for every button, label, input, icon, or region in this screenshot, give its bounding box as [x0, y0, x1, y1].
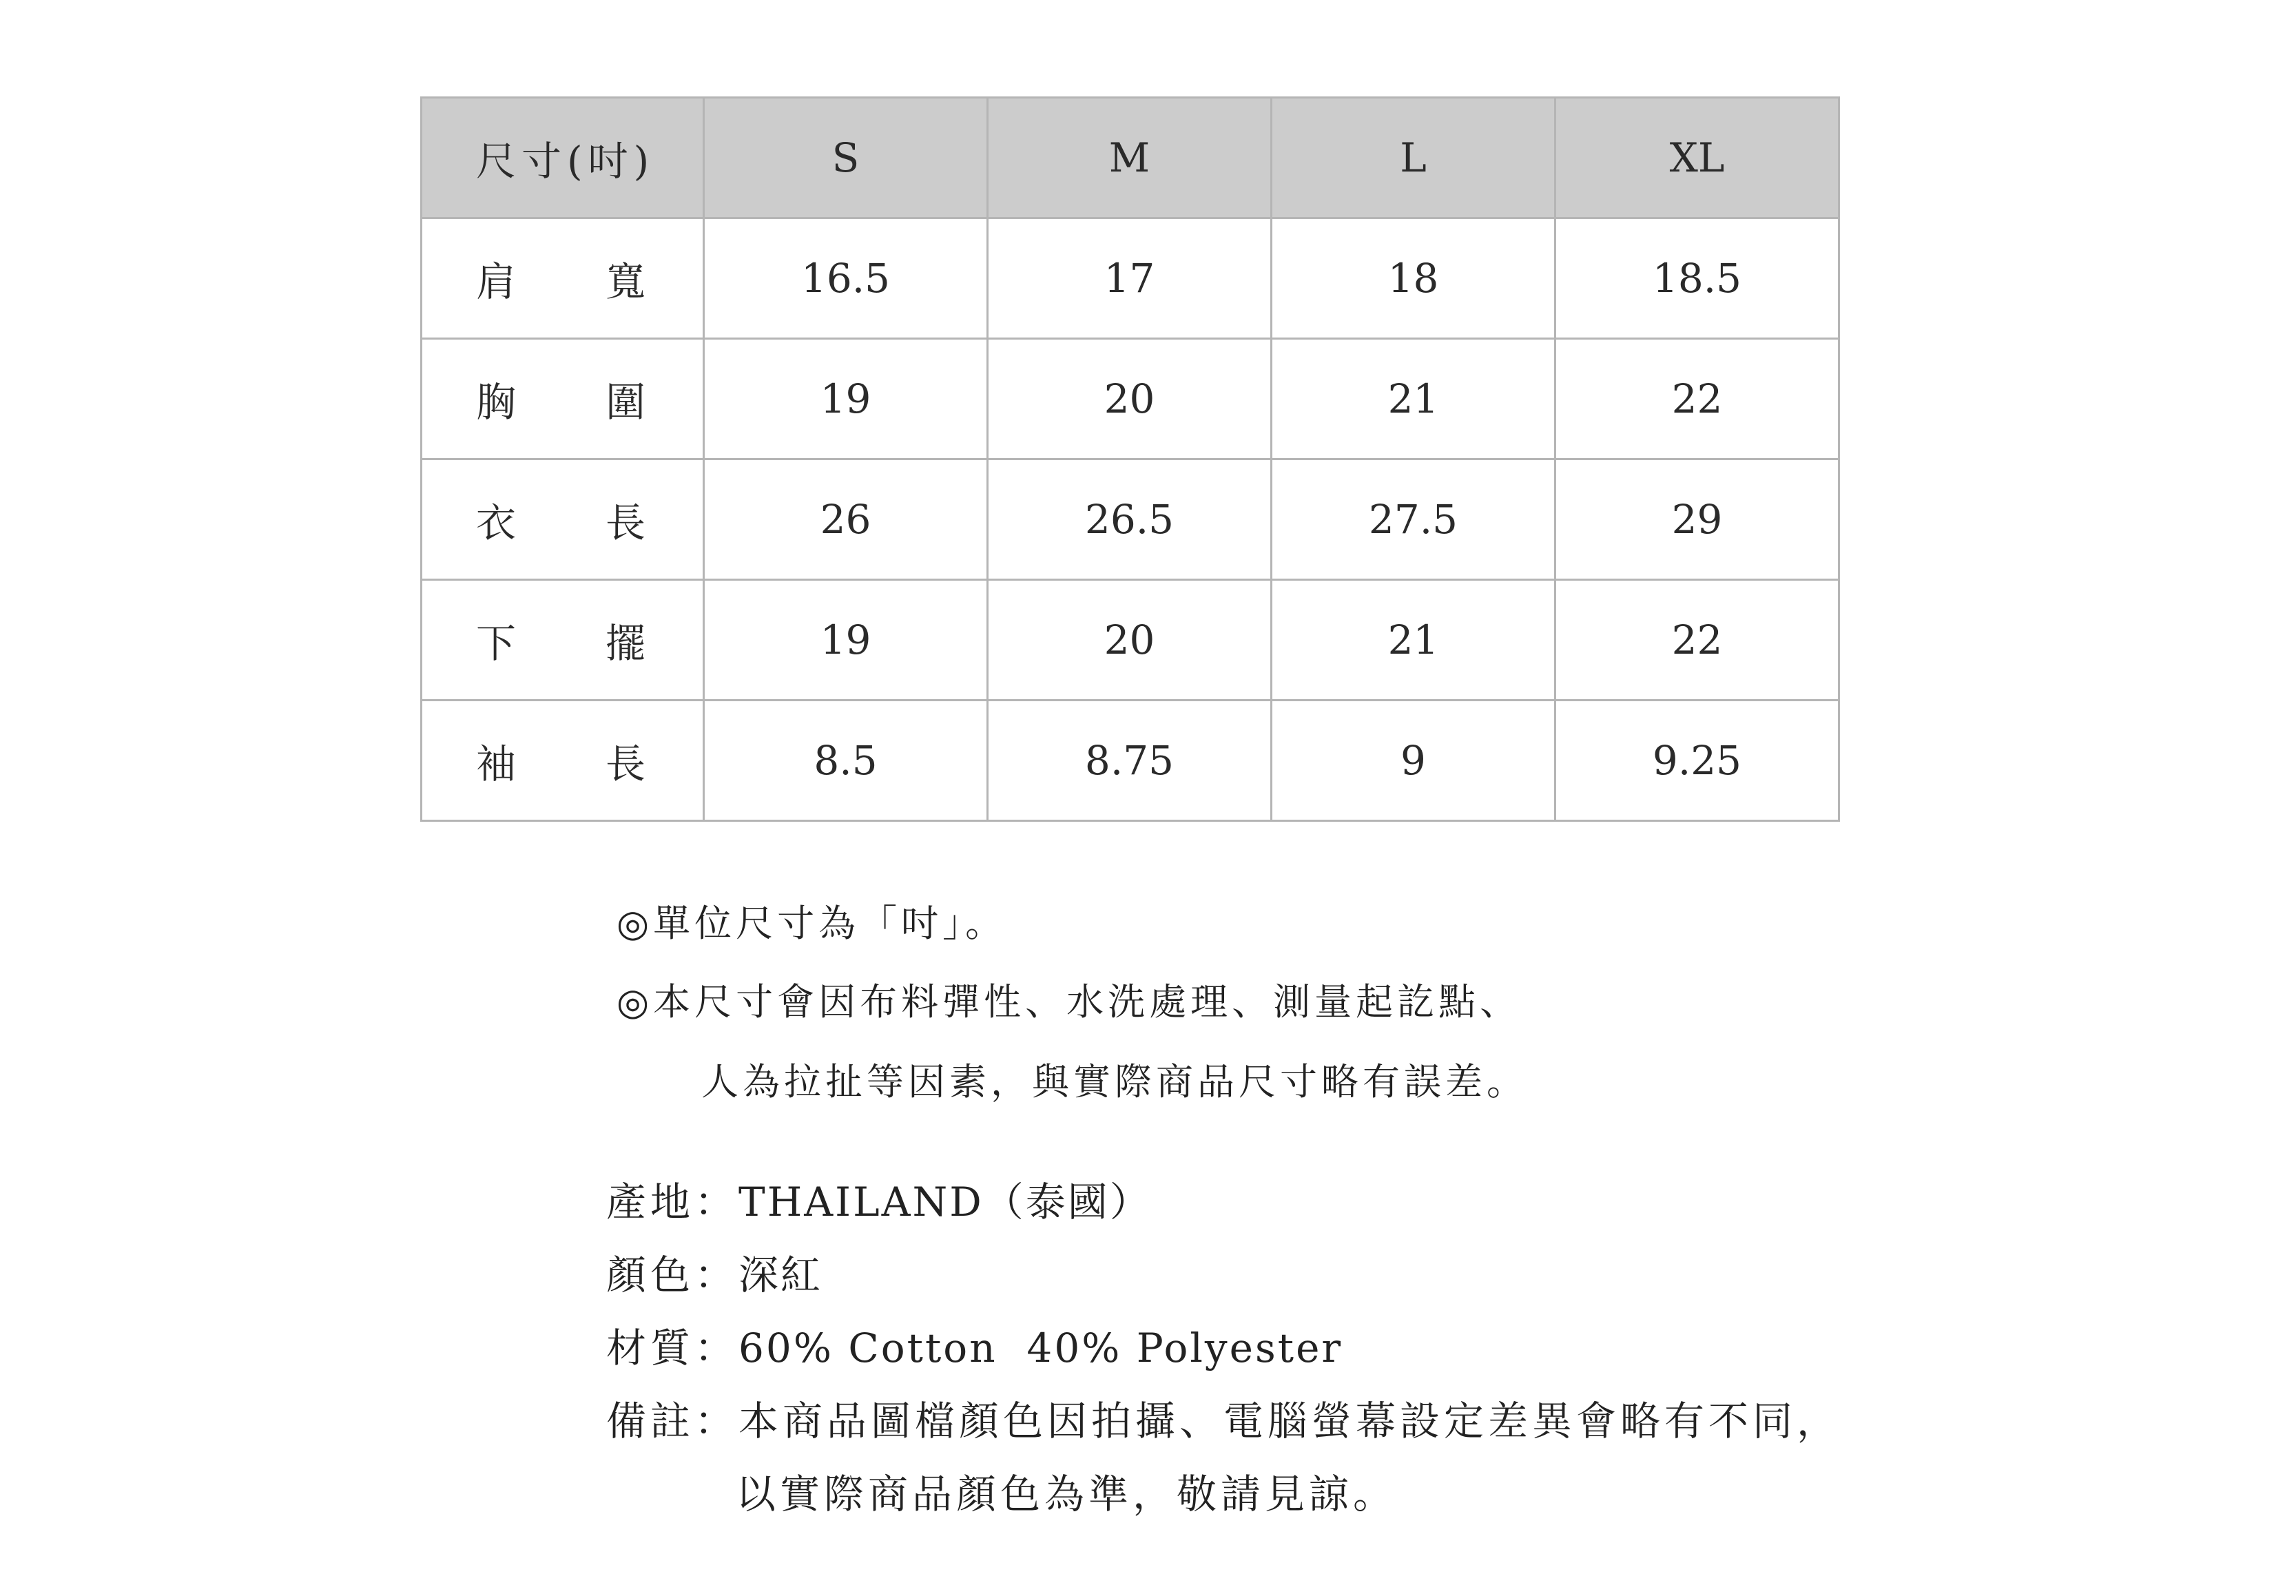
origin-value: THAILAND（泰國） — [738, 1179, 1152, 1225]
remark-value-line1: 本商品圖檔顏色因拍攝、電腦螢幕設定差異會略有不同， — [738, 1398, 1841, 1444]
table-row-hem — [422, 580, 1839, 701]
remark-value-line2: 以實際商品顏色為準，敬請見諒。 — [736, 1471, 1398, 1517]
table-cell: 22 — [1555, 339, 1839, 459]
remark-label: 備註： — [606, 1398, 739, 1444]
color-value: 深紅 — [738, 1252, 823, 1298]
table-cell: 18 — [1272, 218, 1555, 339]
table-header-row — [422, 98, 1839, 218]
size-chart-table — [420, 96, 1840, 822]
material-label: 材質： — [606, 1325, 739, 1371]
row-label-sleeve-length: 袖 長 — [422, 701, 704, 821]
table-cell: 21 — [1272, 339, 1555, 459]
table-row-shoulder — [422, 218, 1839, 339]
material-line — [606, 1316, 1343, 1374]
origin-label: 產地： — [606, 1179, 739, 1225]
table-cell: 9.25 — [1555, 701, 1839, 821]
header-size-unit: 尺寸(吋) — [422, 98, 704, 218]
table-cell: 22 — [1555, 580, 1839, 701]
color-line — [606, 1243, 823, 1300]
table-cell: 20 — [988, 339, 1272, 459]
table-cell: 19 — [704, 580, 988, 701]
row-label-shoulder-width: 肩 寬 — [422, 218, 704, 339]
table-cell: 8.75 — [988, 701, 1272, 821]
table-row-sleeve — [422, 701, 1839, 821]
table-cell: 21 — [1272, 580, 1555, 701]
unit-note: ◎單位尺寸為「吋」。 — [617, 902, 1007, 945]
table-cell: 17 — [988, 218, 1272, 339]
row-label-chest: 胸 圍 — [422, 339, 704, 459]
table-cell: 26.5 — [988, 459, 1272, 580]
table-cell: 8.5 — [704, 701, 988, 821]
disclaimer-note-line2: 人為拉扯等因素，與實際商品尺寸略有誤差。 — [701, 1060, 1528, 1103]
color-label: 顏色： — [606, 1252, 739, 1298]
remark-line2 — [736, 1462, 1397, 1520]
table-cell: 29 — [1555, 459, 1839, 580]
origin-line — [606, 1170, 1152, 1227]
header-size-s: S — [704, 98, 988, 218]
disclaimer-note-line1: ◎本尺寸會因布料彈性、水洗處理、測量起訖點、 — [617, 980, 1522, 1024]
remark-line — [606, 1389, 1841, 1447]
table-cell: 26 — [704, 459, 988, 580]
table-cell: 19 — [704, 339, 988, 459]
material-value: 60% Cotton 40% Polyester — [738, 1325, 1343, 1371]
table-cell: 9 — [1272, 701, 1555, 821]
header-size-l: L — [1272, 98, 1555, 218]
table-cell: 18.5 — [1555, 218, 1839, 339]
header-size-m: M — [988, 98, 1272, 218]
row-label-hem: 下 擺 — [422, 580, 704, 701]
table-row-chest — [422, 339, 1839, 459]
row-label-body-length: 衣 長 — [422, 459, 704, 580]
table-row-length — [422, 459, 1839, 580]
table-cell: 16.5 — [704, 218, 988, 339]
table-cell: 20 — [988, 580, 1272, 701]
header-size-xl: XL — [1555, 98, 1839, 218]
table-cell: 27.5 — [1272, 459, 1555, 580]
